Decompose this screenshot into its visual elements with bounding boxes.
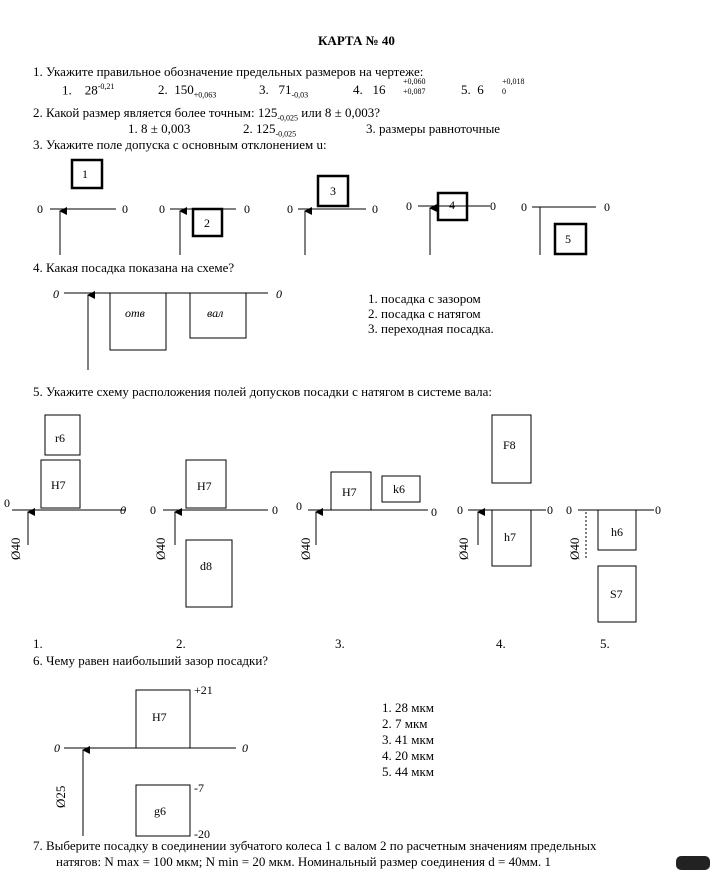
question-4: 4. Какая посадка показана на схеме? (33, 260, 235, 275)
q3-diagram-2 (159, 202, 250, 255)
svg-text:r6: r6 (55, 431, 65, 445)
question-1: 1. Укажите правильное обозначение предельных размеров на чертеже: (33, 64, 424, 79)
svg-text:0: 0 (521, 200, 527, 214)
svg-text:отв: отв (125, 306, 145, 320)
svg-text:0: 0 (372, 202, 378, 216)
diameter-label: Ø40 (567, 537, 582, 560)
svg-text:0: 0 (604, 200, 610, 214)
q1-option-3: 3. $71_{-0,03}$ (259, 82, 309, 100)
svg-text:h6: h6 (611, 525, 623, 539)
q3-diagram-5 (521, 200, 610, 255)
svg-text:F8: F8 (503, 438, 516, 452)
svg-text:0: 0 (4, 496, 10, 510)
q6-diagram (54, 683, 248, 841)
q2-option-3: 3. размеры равноточные (366, 121, 501, 136)
svg-text:0: 0 (159, 202, 165, 216)
svg-text:4: 4 (449, 198, 455, 212)
diameter-label: Ø40 (456, 537, 471, 560)
q3-diagram-4 (406, 193, 496, 255)
svg-text:-7: -7 (194, 781, 204, 795)
svg-text:0: 0 (276, 287, 282, 301)
page-title: КАРТА № 40 (318, 33, 395, 48)
svg-text:0: 0 (53, 287, 59, 301)
q6-option-4: 4. 20 мкм (382, 748, 435, 763)
svg-text:вал: вал (207, 306, 224, 320)
diameter-label: Ø40 (298, 537, 313, 560)
diameter-label: Ø40 (153, 537, 168, 560)
q5-number-3: 3. (335, 636, 345, 651)
q5-diagram-3 (296, 472, 437, 545)
svg-text:h7: h7 (504, 530, 516, 544)
q4-option-2: 2. посадка с натягом (368, 306, 481, 321)
question-5: 5. Укажите схему расположения полей допусков посадки с натягом в системе вала: (33, 384, 493, 399)
svg-text:0: 0 (122, 202, 128, 216)
diameter-label: Ø25 (53, 785, 68, 808)
svg-text:g6: g6 (154, 804, 166, 818)
svg-text:2: 2 (204, 216, 210, 230)
svg-text:0: 0 (150, 503, 156, 517)
svg-text:0: 0 (242, 741, 248, 755)
svg-text:0: 0 (490, 199, 496, 213)
svg-text:0: 0 (547, 503, 553, 517)
q1-option-5-deviations: +0,018 0 (502, 77, 525, 96)
q5-diagram-2 (150, 460, 278, 607)
q5-diagram-5 (566, 503, 661, 622)
q4-diagram (53, 287, 282, 370)
q1-option-1: 1. $28^{-0,21}$ (62, 82, 115, 98)
svg-text:H7: H7 (152, 710, 167, 724)
q4-option-3: 3. переходная посадка. (368, 321, 494, 336)
question-7: 7. Выберите посадку в соединении зубчатого колеса 1 с валом 2 по расчетным значениям предельных (33, 838, 597, 853)
q2-option-1: 1. 8 ± 0,003 (128, 121, 191, 136)
svg-text:0: 0 (37, 202, 43, 216)
question-7-cont: натягов: N max = 100 мкм; N min = 20 мкм. Номинальный размер соединения d = 40мм. 1 (56, 854, 552, 869)
svg-text:0: 0 (54, 741, 60, 755)
svg-text:1: 1 (82, 167, 88, 181)
svg-text:S7: S7 (610, 587, 623, 601)
q2-option-2: 2. $125_{-0,025}$ (243, 121, 297, 139)
diameter-label: Ø40 (8, 537, 23, 560)
svg-text:H7: H7 (342, 485, 357, 499)
svg-text:0: 0 (120, 503, 126, 517)
svg-text:0: 0 (244, 202, 250, 216)
svg-text:+21: +21 (194, 683, 213, 697)
svg-text:0: 0 (431, 505, 437, 519)
svg-text:H7: H7 (197, 479, 212, 493)
q1-option-2: 2. $150_{+0,063}$ (158, 82, 217, 100)
q6-option-2: 2. 7 мкм (382, 716, 428, 731)
question-3: 3. Укажите поле допуска с основным отклонением u: (33, 137, 327, 152)
q5-number-5: 5. (600, 636, 610, 651)
svg-text:0: 0 (272, 503, 278, 517)
svg-text:0: 0 (406, 199, 412, 213)
svg-text:3: 3 (330, 184, 336, 198)
q1-option-5: 5. 6 (461, 82, 484, 97)
q1-option-4: 4. 16 (353, 82, 386, 97)
q5-number-2: 2. (176, 636, 186, 651)
q5-number-1: 1. (33, 636, 43, 651)
q5-number-4: 4. (496, 636, 506, 651)
svg-text:k6: k6 (393, 482, 405, 496)
svg-text:0: 0 (655, 503, 661, 517)
q6-option-5: 5. 44 мкм (382, 764, 435, 779)
q4-option-1: 1. посадка с зазором (368, 291, 481, 306)
svg-text:0: 0 (566, 503, 572, 517)
svg-text:5: 5 (565, 232, 571, 246)
q5-diagram-4 (457, 415, 553, 566)
q1-option-4-deviations: +0,060 +0,087 (403, 77, 426, 96)
question-6: 6. Чему равен наибольший зазор посадки? (33, 653, 269, 668)
q3-diagram-3 (287, 176, 378, 255)
q6-option-3: 3. 41 мкм (382, 732, 435, 747)
svg-text:-20: -20 (194, 827, 210, 841)
q5-diagram-1 (4, 415, 126, 545)
question-2: 2. Какой размер является более точным: $125_{-0,025}$ или 8 ± 0,003? (33, 105, 381, 123)
svg-text:0: 0 (296, 499, 302, 513)
svg-text:d8: d8 (200, 559, 212, 573)
svg-text:0: 0 (457, 503, 463, 517)
q3-diagram-1 (37, 160, 128, 255)
svg-text:H7: H7 (51, 478, 66, 492)
q6-option-1: 1. 28 мкм (382, 700, 435, 715)
svg-text:0: 0 (287, 202, 293, 216)
